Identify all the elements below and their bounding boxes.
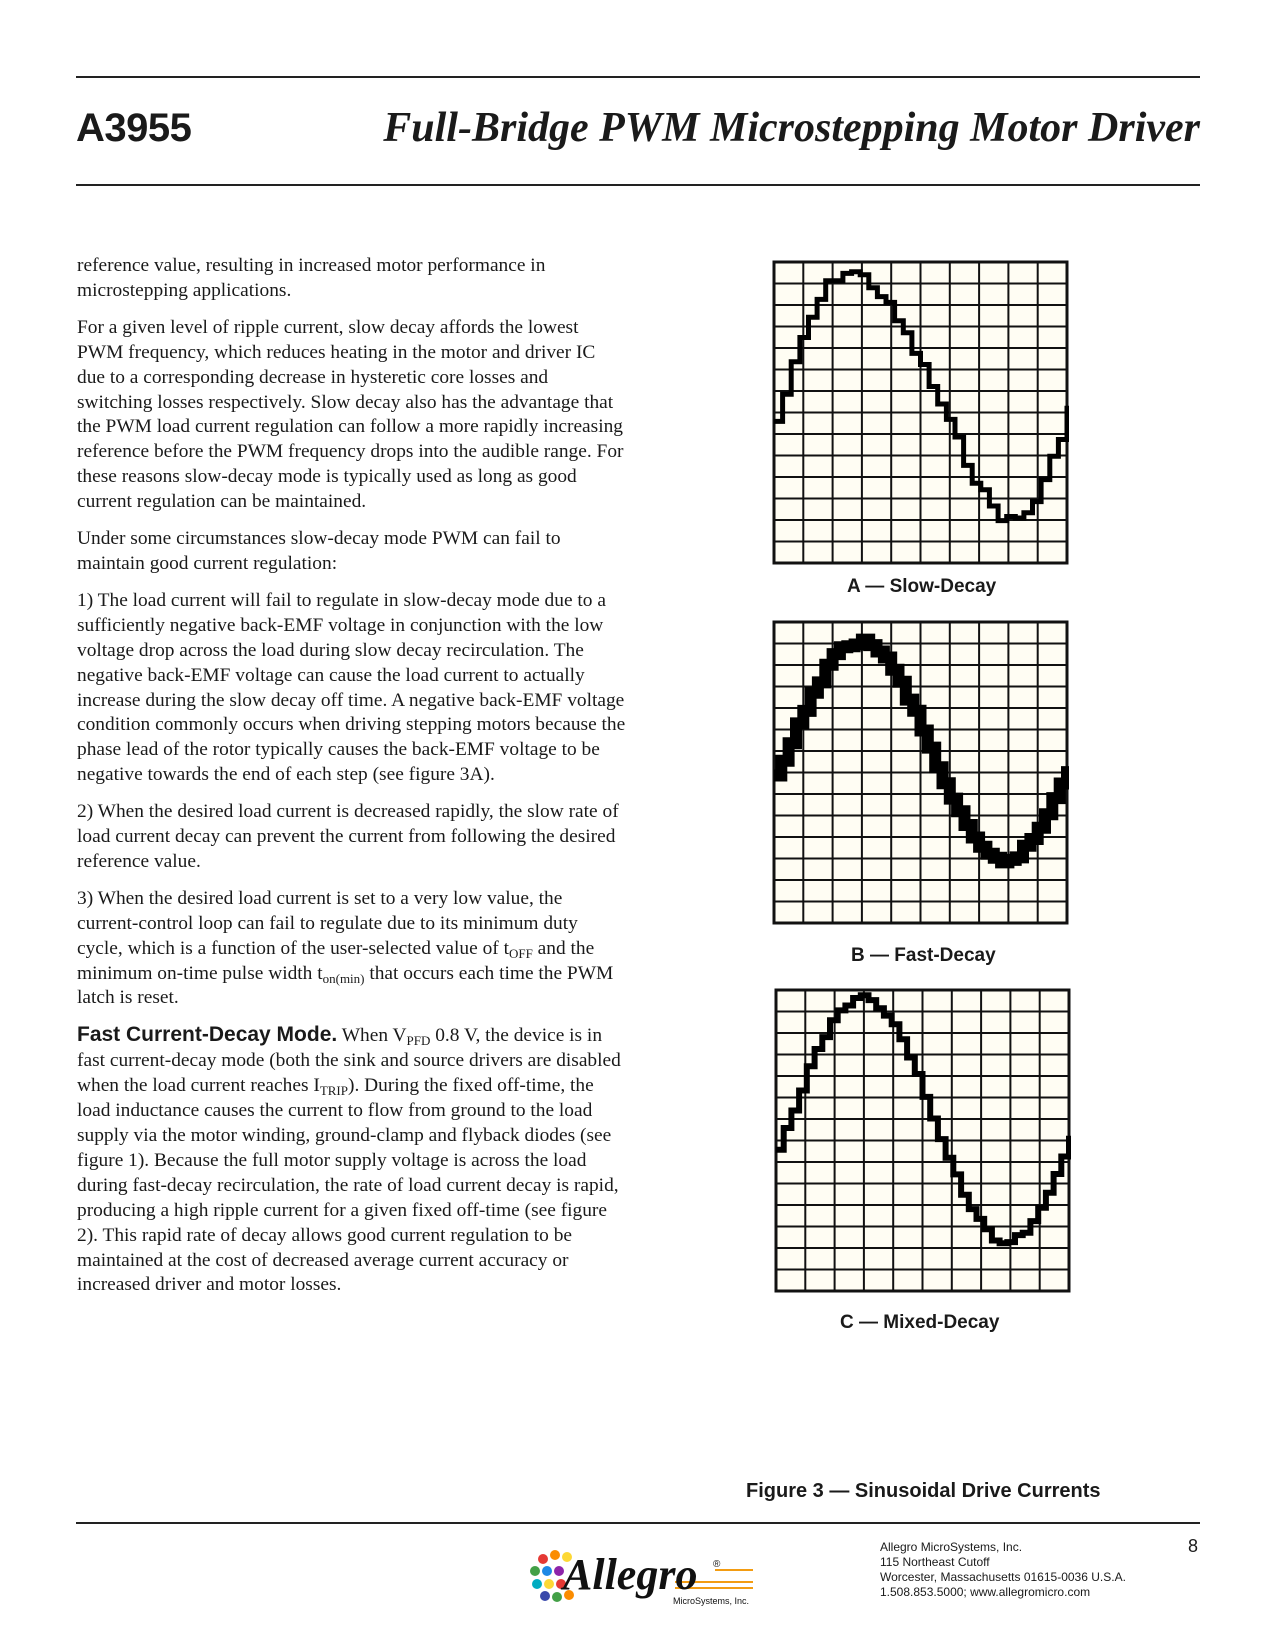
p6-text-a: 3) When the desired load current is set to a very low value, the current-control loop can fail to regulate due to its minimum duty cycle, which is a function of the user-selected value of t <box>77 887 578 959</box>
slow-decay-oscilloscope-plot <box>772 260 1069 565</box>
page-number: 8 <box>1188 1536 1199 1556</box>
p7-text-c: ). During the fixed off-time, the load inductance causes the current to flow from ground to the load supply via the motor winding, ground-clamp and flyback diodes (see figure 1). Because the full motor supply voltage is across the load during fast-decay recirculation, the rate of load current decay is rapid, producing a high ripple current for a given fixed off-time (see figure 2). This rapid rate of decay allows good current regulation to be maintained at the cost of decreased average current accuracy or increased driver and motor losses. <box>77 1075 619 1296</box>
address-line-3: Worcester, Massachusetts 01615-0036 U.S.A. <box>880 1570 1126 1584</box>
v-pfd-subscript: PFD <box>406 1033 431 1049</box>
document-title: Full-Bridge PWM Microstepping Motor Driver <box>383 105 1200 151</box>
header-bottom-rule <box>76 184 1200 186</box>
paragraph-7 <box>77 1023 627 1298</box>
fast-decay-oscilloscope-plot <box>772 620 1069 925</box>
paragraph-4: 1) The load current will fail to regulate in slow-decay mode due to a sufficiently negative back-EMF voltage in conjunction with the low voltage drop across the load during slow decay recirculation. The negative back-EMF voltage can cause the load current to actually increase during the slow decay off time. A negative back-EMF voltage condition commonly occurs when driving stepping motors because the phase lead of the rotor typically causes the back-EMF voltage to be negative towards the end of each step (see figure 3A). <box>77 589 626 786</box>
part-number: A3955 <box>76 106 192 150</box>
mixed-decay-oscilloscope-plot <box>774 988 1071 1293</box>
allegro-logo <box>525 1543 755 1609</box>
caption-mixed-decay: C — Mixed-Decay <box>840 1312 1000 1333</box>
body-text-column <box>77 254 627 1310</box>
fast-decay-heading: Fast Current-Decay Mode. <box>77 1023 338 1047</box>
figure-title: Figure 3 — Sinusoidal Drive Currents <box>746 1480 1101 1502</box>
header-top-rule <box>76 76 1200 78</box>
paragraph-2: For a given level of ripple current, slow decay affords the lowest PWM frequency, which reduces heating in the motor and driver IC due to a corresponding decrease in hysteretic core losses and switching losses respectively. Slow decay also has the advantage that the PWM load current regulation can follow a more rapidly increasing reference before the PWM frequency drops into the audible range. For these reasons slow-decay mode is typically used as long as good current regulation can be maintained. <box>77 316 624 513</box>
address-line-2: 115 Northeast Cutoff <box>880 1555 990 1569</box>
p6-text-c: that occurs each time the PWM latch is reset. <box>77 962 614 1009</box>
paragraph-1: reference value, resulting in increased motor performance in microstepping applications. <box>77 255 546 301</box>
paragraph-3: Under some circumstances slow-decay mode PWM can fail to maintain good current regulation: <box>77 528 561 574</box>
logo-wordmark: Allegro <box>563 1550 698 1599</box>
footer-rule <box>76 1522 1200 1524</box>
p7-text-b: 0.8 V, the device is in fast current-decay mode (both the sink and source drivers are disabled when the load current reaches I <box>77 1025 621 1097</box>
paragraph-6 <box>77 887 627 1012</box>
p7-text-a: When V <box>337 1025 407 1047</box>
paragraph-5: 2) When the desired load current is decreased rapidly, the slow rate of load current decay can prevent the current from following the desired reference value. <box>77 801 619 872</box>
address-line-1: Allegro MicroSystems, Inc. <box>880 1540 1023 1554</box>
logo-registered-mark: ® <box>713 1559 721 1570</box>
address-line-4: 1.508.853.5000; www.allegromicro.com <box>880 1585 1091 1599</box>
company-address <box>880 1540 1126 1600</box>
p6-text-b: and the minimum on-time pulse width t <box>77 937 595 984</box>
caption-slow-decay: A — Slow-Decay <box>847 576 997 597</box>
caption-fast-decay: B — Fast-Decay <box>851 945 996 966</box>
i-trip-subscript: TRIP <box>319 1083 348 1099</box>
t-off-subscript: OFF <box>508 945 533 961</box>
logo-subtext: MicroSystems, Inc. <box>673 1596 750 1606</box>
t-on-min-subscript: on(min) <box>322 970 365 986</box>
